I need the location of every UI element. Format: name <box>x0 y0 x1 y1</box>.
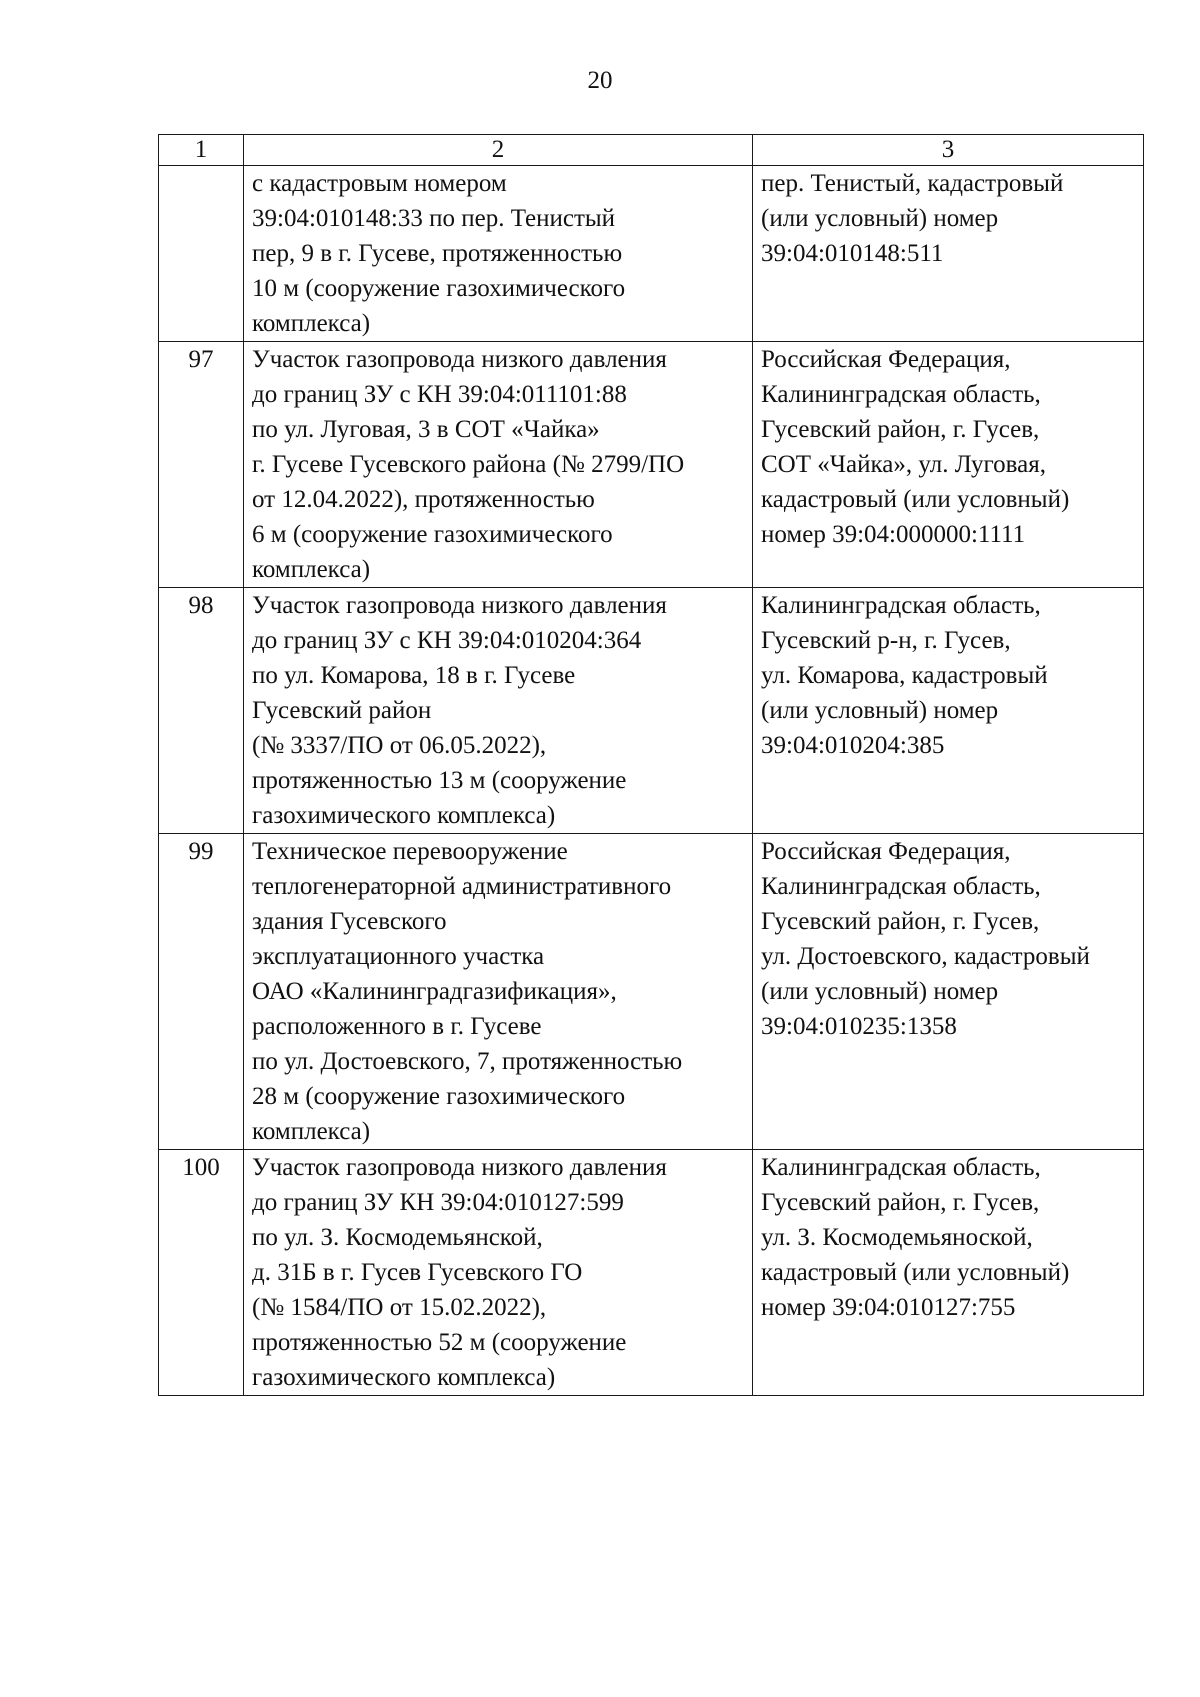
description-line: пер, 9 в г. Гусеве, протяженностью <box>252 240 623 267</box>
location-cell <box>753 342 1144 588</box>
description-line: с кадастровым номером <box>252 170 507 197</box>
description-line: протяженностью 52 м (сооружение <box>252 1329 627 1356</box>
description-line: г. Гусеве Гусевского района (№ 2799/ПО <box>252 451 685 478</box>
description-line: (№ 3337/ПО от 06.05.2022), <box>252 732 547 759</box>
description-line: Гусевский район <box>252 697 432 724</box>
header-cell-column-3: 3 <box>753 135 1144 166</box>
description-line: Техническое перевооружение <box>252 838 568 865</box>
row-number-cell: 97 <box>159 342 244 588</box>
table-row <box>159 588 1144 834</box>
description-line: расположенного в г. Гусеве <box>252 1013 542 1040</box>
description-line: по ул. З. Космодемьянской, <box>252 1224 543 1251</box>
description-line: газохимического комплекса) <box>252 802 556 829</box>
row-number-cell <box>159 166 244 342</box>
description-line: 28 м (сооружение газохимического <box>252 1083 626 1110</box>
description-cell <box>244 588 753 834</box>
table-row <box>159 1150 1144 1396</box>
location-line: ул. Комарова, кадастровый <box>761 662 1048 689</box>
location-line: 39:04:010204:385 <box>761 732 945 759</box>
description-line: Участок газопровода низкого давления <box>252 346 667 373</box>
location-line: кадастровый (или условный) <box>761 486 1070 513</box>
table-row <box>159 342 1144 588</box>
table-row <box>159 166 1144 342</box>
header-cell-column-1: 1 <box>159 135 244 166</box>
description-cell <box>244 342 753 588</box>
location-line: Калининградская область, <box>761 592 1041 619</box>
description-line: д. 31Б в г. Гусев Гусевского ГО <box>252 1259 583 1286</box>
location-line: Гусевский район, г. Гусев, <box>761 908 1040 935</box>
location-line: 39:04:010235:1358 <box>761 1013 957 1040</box>
table-body <box>159 135 1144 1396</box>
location-line: Гусевский район, г. Гусев, <box>761 416 1040 443</box>
description-line: от 12.04.2022), протяженностью <box>252 486 595 513</box>
description-line: Участок газопровода низкого давления <box>252 592 667 619</box>
description-line: эксплуатационного участка <box>252 943 545 970</box>
description-cell <box>244 834 753 1150</box>
description-line: здания Гусевского <box>252 908 447 935</box>
description-cell <box>244 1150 753 1396</box>
location-line: (или условный) номер <box>761 978 999 1005</box>
header-cell-column-2: 2 <box>244 135 753 166</box>
location-line: Калининградская область, <box>761 381 1041 408</box>
description-line: 39:04:010148:33 по пер. Тенистый <box>252 205 616 232</box>
location-line: Гусевский район, г. Гусев, <box>761 1189 1040 1216</box>
description-line: до границ ЗУ КН 39:04:010127:599 <box>252 1189 624 1216</box>
description-line: комплекса) <box>252 310 371 337</box>
description-line: комплекса) <box>252 1118 371 1145</box>
table-row <box>159 834 1144 1150</box>
description-line: по ул. Комарова, 18 в г. Гусеве <box>252 662 576 689</box>
row-number-cell: 99 <box>159 834 244 1150</box>
location-line: ул. Достоевского, кадастровый <box>761 943 1090 970</box>
location-line: 39:04:010148:511 <box>761 240 944 267</box>
description-line: 10 м (сооружение газохимического <box>252 275 626 302</box>
location-line: Калининградская область, <box>761 873 1041 900</box>
location-line: кадастровый (или условный) <box>761 1259 1070 1286</box>
location-line: Российская Федерация, <box>761 346 1011 373</box>
location-line: пер. Тенистый, кадастровый <box>761 170 1064 197</box>
description-line: комплекса) <box>252 556 371 583</box>
description-line: по ул. Луговая, 3 в СОТ «Чайка» <box>252 416 600 443</box>
description-line: протяженностью 13 м (сооружение <box>252 767 627 794</box>
description-line: теплогенераторной административного <box>252 873 672 900</box>
description-line: по ул. Достоевского, 7, протяженностью <box>252 1048 683 1075</box>
page-number: 20 <box>587 67 613 94</box>
location-line: (или условный) номер <box>761 205 999 232</box>
location-line: Гусевский р-н, г. Гусев, <box>761 627 1011 654</box>
description-line: до границ ЗУ с КН 39:04:010204:364 <box>252 627 642 654</box>
location-line: номер 39:04:010127:755 <box>761 1294 1016 1321</box>
table-header-row <box>159 135 1144 166</box>
row-number-cell: 98 <box>159 588 244 834</box>
location-cell <box>753 166 1144 342</box>
location-line: СОТ «Чайка», ул. Луговая, <box>761 451 1046 478</box>
registry-table <box>158 134 1144 1396</box>
location-cell <box>753 1150 1144 1396</box>
location-cell <box>753 588 1144 834</box>
description-line: газохимического комплекса) <box>252 1364 556 1391</box>
location-line: Российская Федерация, <box>761 838 1011 865</box>
description-cell <box>244 166 753 342</box>
description-line: до границ ЗУ с КН 39:04:011101:88 <box>252 381 627 408</box>
description-line: (№ 1584/ПО от 15.02.2022), <box>252 1294 547 1321</box>
location-line: номер 39:04:000000:1111 <box>761 521 1026 548</box>
location-line: Калининградская область, <box>761 1154 1041 1181</box>
location-line: ул. З. Космодемьяноской, <box>761 1224 1033 1251</box>
location-cell <box>753 834 1144 1150</box>
description-line: 6 м (сооружение газохимического <box>252 521 613 548</box>
description-line: ОАО «Калининградгазификация», <box>252 978 617 1005</box>
location-line: (или условный) номер <box>761 697 999 724</box>
row-number-cell: 100 <box>159 1150 244 1396</box>
description-line: Участок газопровода низкого давления <box>252 1154 667 1181</box>
